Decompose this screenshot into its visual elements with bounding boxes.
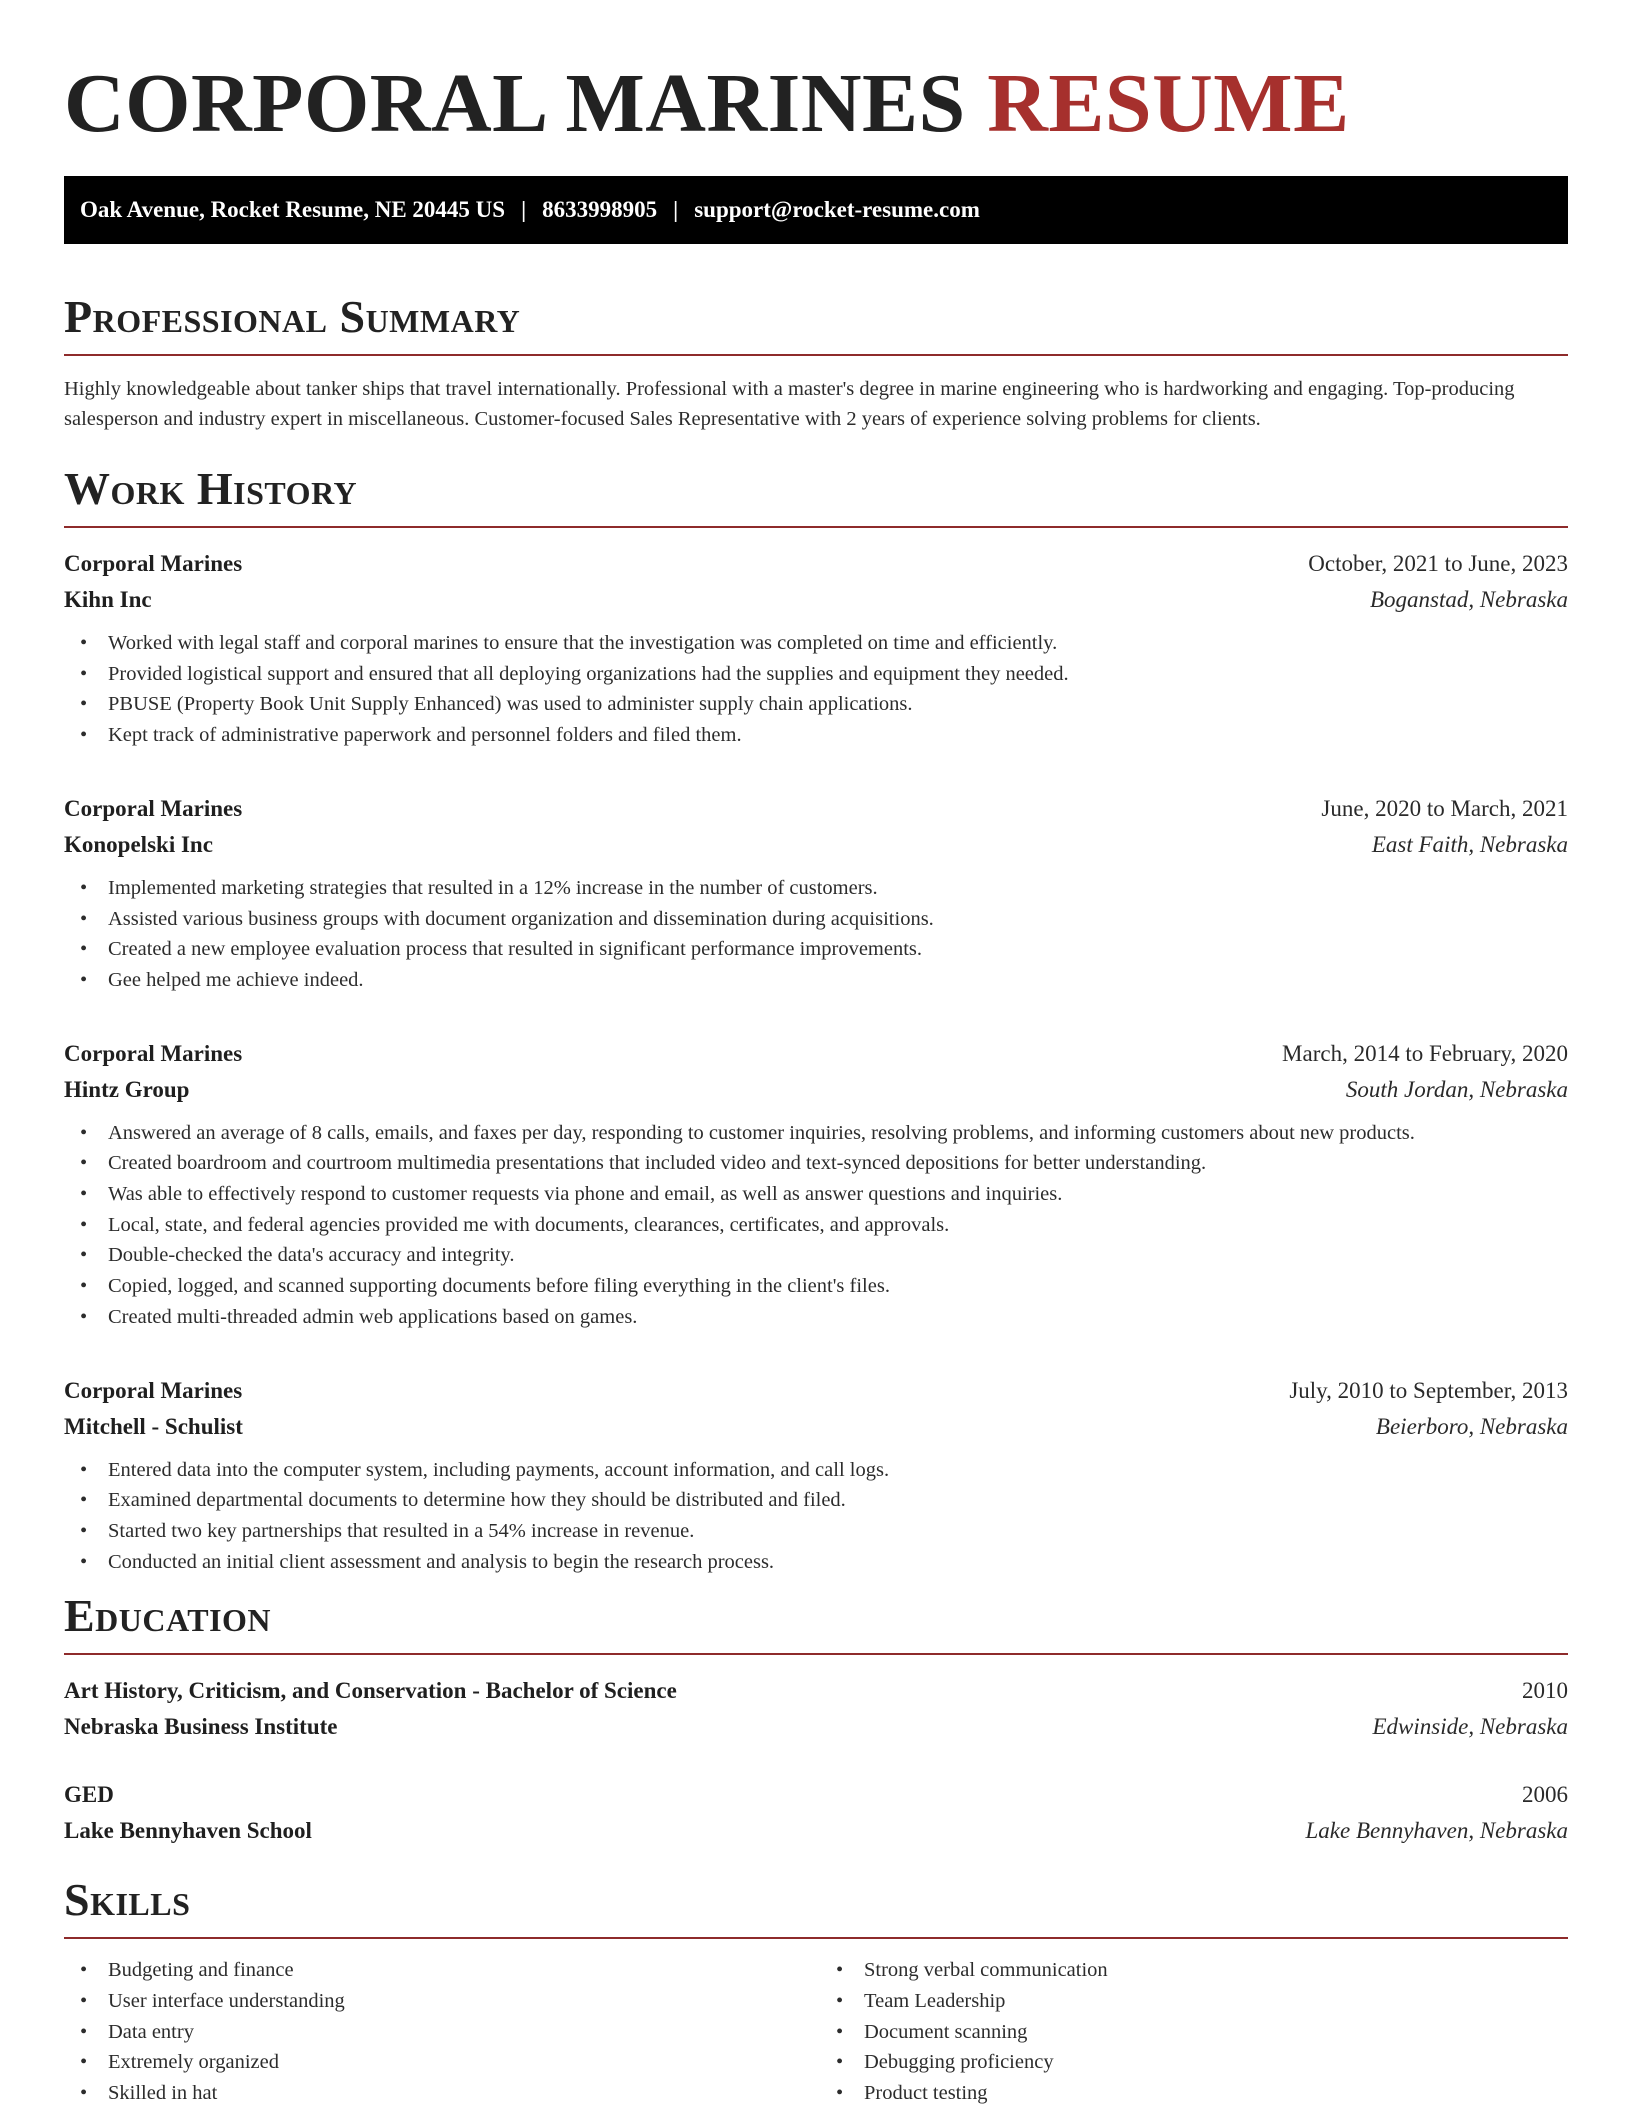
list-item-text: Strong verbal communication [864, 1959, 1108, 1982]
list-item-text: Provided logistical support and ensured that all deploying organizations had the supplies and equipment they needed. [108, 662, 1069, 685]
list-item-text: Local, state, and federal agencies provided me with documents, clearances, certificates, and approvals. [108, 1213, 950, 1236]
list-item [836, 1986, 1108, 2017]
job-company-row [64, 1072, 1568, 1108]
bullet-dot-icon: • [80, 1213, 88, 1236]
list-item-text: Skilled in hat [108, 2082, 218, 2105]
list-item [836, 2047, 1108, 2078]
list-item-text: Data entry [108, 2020, 194, 2043]
section-divider [64, 1937, 1568, 1939]
contact-address: Oak Avenue, Rocket Resume, NE 20445 US [80, 197, 506, 222]
list-item-text: Examined departmental documents to determine how they should be distributed and filed. [108, 1489, 846, 1512]
bullet-dot-icon: • [836, 1959, 844, 1982]
resume-name [64, 54, 1568, 154]
bullet-dot-icon: • [836, 2082, 844, 2105]
list-item [80, 659, 1568, 690]
list-item-text: Budgeting and finance [108, 1959, 294, 1982]
list-item-text: Created multi-threaded admin web applications based on games. [108, 1305, 638, 1328]
job-entry [64, 1036, 1568, 1333]
list-item-text: Implemented marketing strategies that resulted in a 12% increase in the number of customers. [108, 876, 878, 899]
list-item [80, 1516, 1568, 1547]
list-item [80, 1179, 1568, 1210]
job-dates: October, 2021 to June, 2023 [1308, 551, 1568, 576]
list-item [80, 1986, 820, 2017]
list-item-text: Kept track of administrative paperwork and personnel folders and filed them. [108, 724, 742, 747]
bullet-dot-icon: • [80, 1152, 88, 1175]
list-item-text: User interface understanding [108, 1990, 345, 2013]
bullet-dot-icon: • [80, 938, 88, 961]
job-company-row [64, 827, 1568, 863]
job-company-row [64, 582, 1568, 618]
list-item [80, 1240, 1568, 1271]
job-header-row [64, 791, 1568, 827]
job-dates: July, 2010 to September, 2013 [1289, 1377, 1568, 1403]
skills-section [64, 1873, 1568, 2109]
education-school: Nebraska Business Institute [64, 1714, 338, 1740]
list-item [80, 720, 1568, 751]
list-item-text: Document scanning [864, 2020, 1028, 2043]
list-item-text: Was able to effectively respond to customer requests via phone and email, as well as answer questions and inquiries. [108, 1183, 1063, 1206]
section-title-work: Work History [64, 463, 358, 514]
list-item [80, 2047, 820, 2078]
job-title: Corporal Marines [64, 795, 243, 821]
list-item-text: Assisted various business groups with document organization and dissemination during acquisitions. [108, 907, 934, 930]
list-item-text: Double-checked the data's accuracy and integrity. [108, 1244, 515, 1267]
education-year: 2010 [1522, 1678, 1568, 1704]
section-title-education: Education [64, 1590, 272, 1642]
summary-section [64, 290, 1568, 434]
name-accent: RESUME [987, 57, 1350, 150]
job-title: Corporal Marines [64, 1040, 243, 1066]
bullet-dot-icon: • [80, 1305, 88, 1328]
education-header-row [64, 1673, 1568, 1709]
bullet-dot-icon: • [80, 876, 88, 899]
job-company: Konopelski Inc [64, 831, 213, 857]
bullet-dot-icon: • [80, 1489, 88, 1512]
education-location: Lake Bennyhaven, Nebraska [1305, 1818, 1568, 1844]
job-location: Beierboro, Nebraska [1375, 1413, 1568, 1439]
skills-list-left [64, 1955, 820, 2109]
list-item-text: Gee helped me achieve indeed. [108, 968, 364, 991]
job-entry [64, 791, 1568, 996]
list-item-text: Product testing [864, 2082, 988, 2105]
job-title: Corporal Marines [64, 551, 243, 576]
job-duties [64, 873, 1568, 996]
list-item [80, 1547, 1568, 1578]
job-company-row [64, 1409, 1568, 1445]
list-item [80, 1485, 1568, 1516]
job-duties [64, 1455, 1568, 1578]
bullet-dot-icon: • [80, 632, 88, 654]
list-item [80, 1271, 1568, 1302]
education-year: 2006 [1522, 1782, 1568, 1808]
bullet-dot-icon: • [836, 2051, 844, 2074]
list-item [80, 1955, 820, 1986]
list-item-text: Copied, logged, and scanned supporting documents before filing everything in the client's files. [108, 1275, 890, 1298]
list-item [836, 1955, 1108, 1986]
education-header-row [64, 1777, 1568, 1813]
list-item [80, 904, 1568, 935]
bullet-dot-icon: • [80, 1458, 88, 1481]
summary-text: Highly knowledgeable about tanker ships that travel internationally. Professional with a master's degree in marine engineering who is hardworking and engaging. Top-producing salesperson and industry expert in miscellaneous. Customer-focused Sales Representative with 2 years of experience solving problems for clients. [64, 378, 1515, 430]
list-item-text: Created boardroom and courtroom multimedia presentations that included video and text-synced depositions for better understanding. [108, 1152, 1207, 1175]
job-list [64, 546, 1568, 1577]
job-entry [64, 546, 1568, 751]
list-item [80, 1302, 1568, 1333]
bullet-dot-icon: • [80, 1990, 88, 2013]
name-first: CORPORAL MARINES [64, 57, 966, 150]
job-company: Mitchell - Schulist [64, 1413, 243, 1439]
section-divider [64, 354, 1568, 356]
list-item [80, 873, 1568, 904]
education-location: Edwinside, Nebraska [1372, 1714, 1568, 1740]
bullet-dot-icon: • [80, 1959, 88, 1982]
section-title-summary: Professional Summary [64, 291, 521, 342]
bullet-dot-icon: • [80, 1244, 88, 1267]
job-duties [64, 1118, 1568, 1333]
job-entry [64, 1373, 1568, 1578]
job-header-row [64, 546, 1568, 582]
list-item [80, 1210, 1568, 1241]
job-dates: June, 2020 to March, 2021 [1321, 795, 1568, 821]
list-item-text: Created a new employee evaluation process that resulted in significant performance improvements. [108, 938, 923, 961]
job-company: Kihn Inc [64, 587, 152, 612]
work-section [64, 462, 1568, 1577]
list-item-text: Started two key partnerships that resulted in a 54% increase in revenue. [108, 1519, 695, 1542]
bullet-dot-icon: • [836, 1990, 844, 2013]
bullet-dot-icon: • [80, 2051, 88, 2074]
job-duties [64, 628, 1568, 751]
job-location: South Jordan, Nebraska [1345, 1076, 1568, 1102]
education-degree: GED [64, 1782, 114, 1808]
job-company: Hintz Group [64, 1076, 190, 1102]
list-item [80, 2078, 820, 2109]
bullet-dot-icon: • [80, 2082, 88, 2105]
bullet-dot-icon: • [80, 2020, 88, 2043]
list-item-text: Answered an average of 8 calls, emails, and faxes per day, responding to customer inquiries, resolving problems, and informing customers about new products. [108, 1121, 1415, 1144]
job-header-row [64, 1373, 1568, 1409]
job-title: Corporal Marines [64, 1377, 243, 1403]
contact-separator: | [521, 197, 527, 222]
job-location: Boganstad, Nebraska [1369, 587, 1568, 612]
job-dates: March, 2014 to February, 2020 [1282, 1040, 1568, 1066]
education-list [64, 1673, 1568, 1849]
bullet-dot-icon: • [80, 1275, 88, 1298]
contact-separator: | [673, 197, 679, 222]
job-header-row [64, 1036, 1568, 1072]
list-item [80, 1148, 1568, 1179]
education-school: Lake Bennyhaven School [64, 1818, 312, 1844]
education-entry [64, 1673, 1568, 1745]
section-divider [64, 1653, 1568, 1655]
section-divider [64, 526, 1568, 528]
bullet-dot-icon: • [80, 724, 88, 747]
list-item [80, 934, 1568, 965]
bullet-dot-icon: • [80, 1183, 88, 1206]
list-item-text: Extremely organized [108, 2051, 279, 2074]
skills-list-right [820, 1955, 1108, 2109]
list-item [836, 2078, 1108, 2109]
list-item [836, 2017, 1108, 2048]
bullet-dot-icon: • [80, 907, 88, 930]
bullet-dot-icon: • [80, 1519, 88, 1542]
list-item-text: Entered data into the computer system, including payments, account information, and call logs. [108, 1458, 890, 1481]
education-section [64, 1589, 1568, 1849]
list-item-text: Team Leadership [864, 1990, 1006, 2013]
list-item-text: Conducted an initial client assessment and analysis to begin the research process. [108, 1550, 775, 1573]
job-location: East Faith, Nebraska [1371, 831, 1568, 857]
education-school-row [64, 1709, 1568, 1745]
list-item-text: PBUSE (Property Book Unit Supply Enhanced) was used to administer supply chain applications. [108, 693, 913, 716]
list-item [80, 2017, 820, 2048]
list-item-text: Worked with legal staff and corporal marines to ensure that the investigation was completed on time and efficiently. [108, 632, 1058, 654]
bullet-dot-icon: • [80, 1121, 88, 1144]
list-item [80, 689, 1568, 720]
list-item-text: Debugging proficiency [864, 2051, 1054, 2074]
bullet-dot-icon: • [836, 2020, 844, 2043]
contact-bar [64, 176, 1568, 244]
contact-email: support@rocket-resume.com [694, 197, 980, 222]
contact-phone: 8633998905 [542, 197, 658, 222]
bullet-dot-icon: • [80, 968, 88, 991]
bullet-dot-icon: • [80, 662, 88, 685]
list-item [80, 628, 1568, 659]
bullet-dot-icon: • [80, 1550, 88, 1573]
list-item [80, 965, 1568, 996]
list-item [80, 1118, 1568, 1149]
education-entry [64, 1777, 1568, 1849]
bullet-dot-icon: • [80, 693, 88, 716]
skills-columns [64, 1955, 1568, 2109]
list-item [80, 1455, 1568, 1486]
education-degree: Art History, Criticism, and Conservation - Bachelor of Science [64, 1678, 677, 1704]
section-title-skills: Skills [64, 1874, 191, 1926]
education-school-row [64, 1813, 1568, 1849]
